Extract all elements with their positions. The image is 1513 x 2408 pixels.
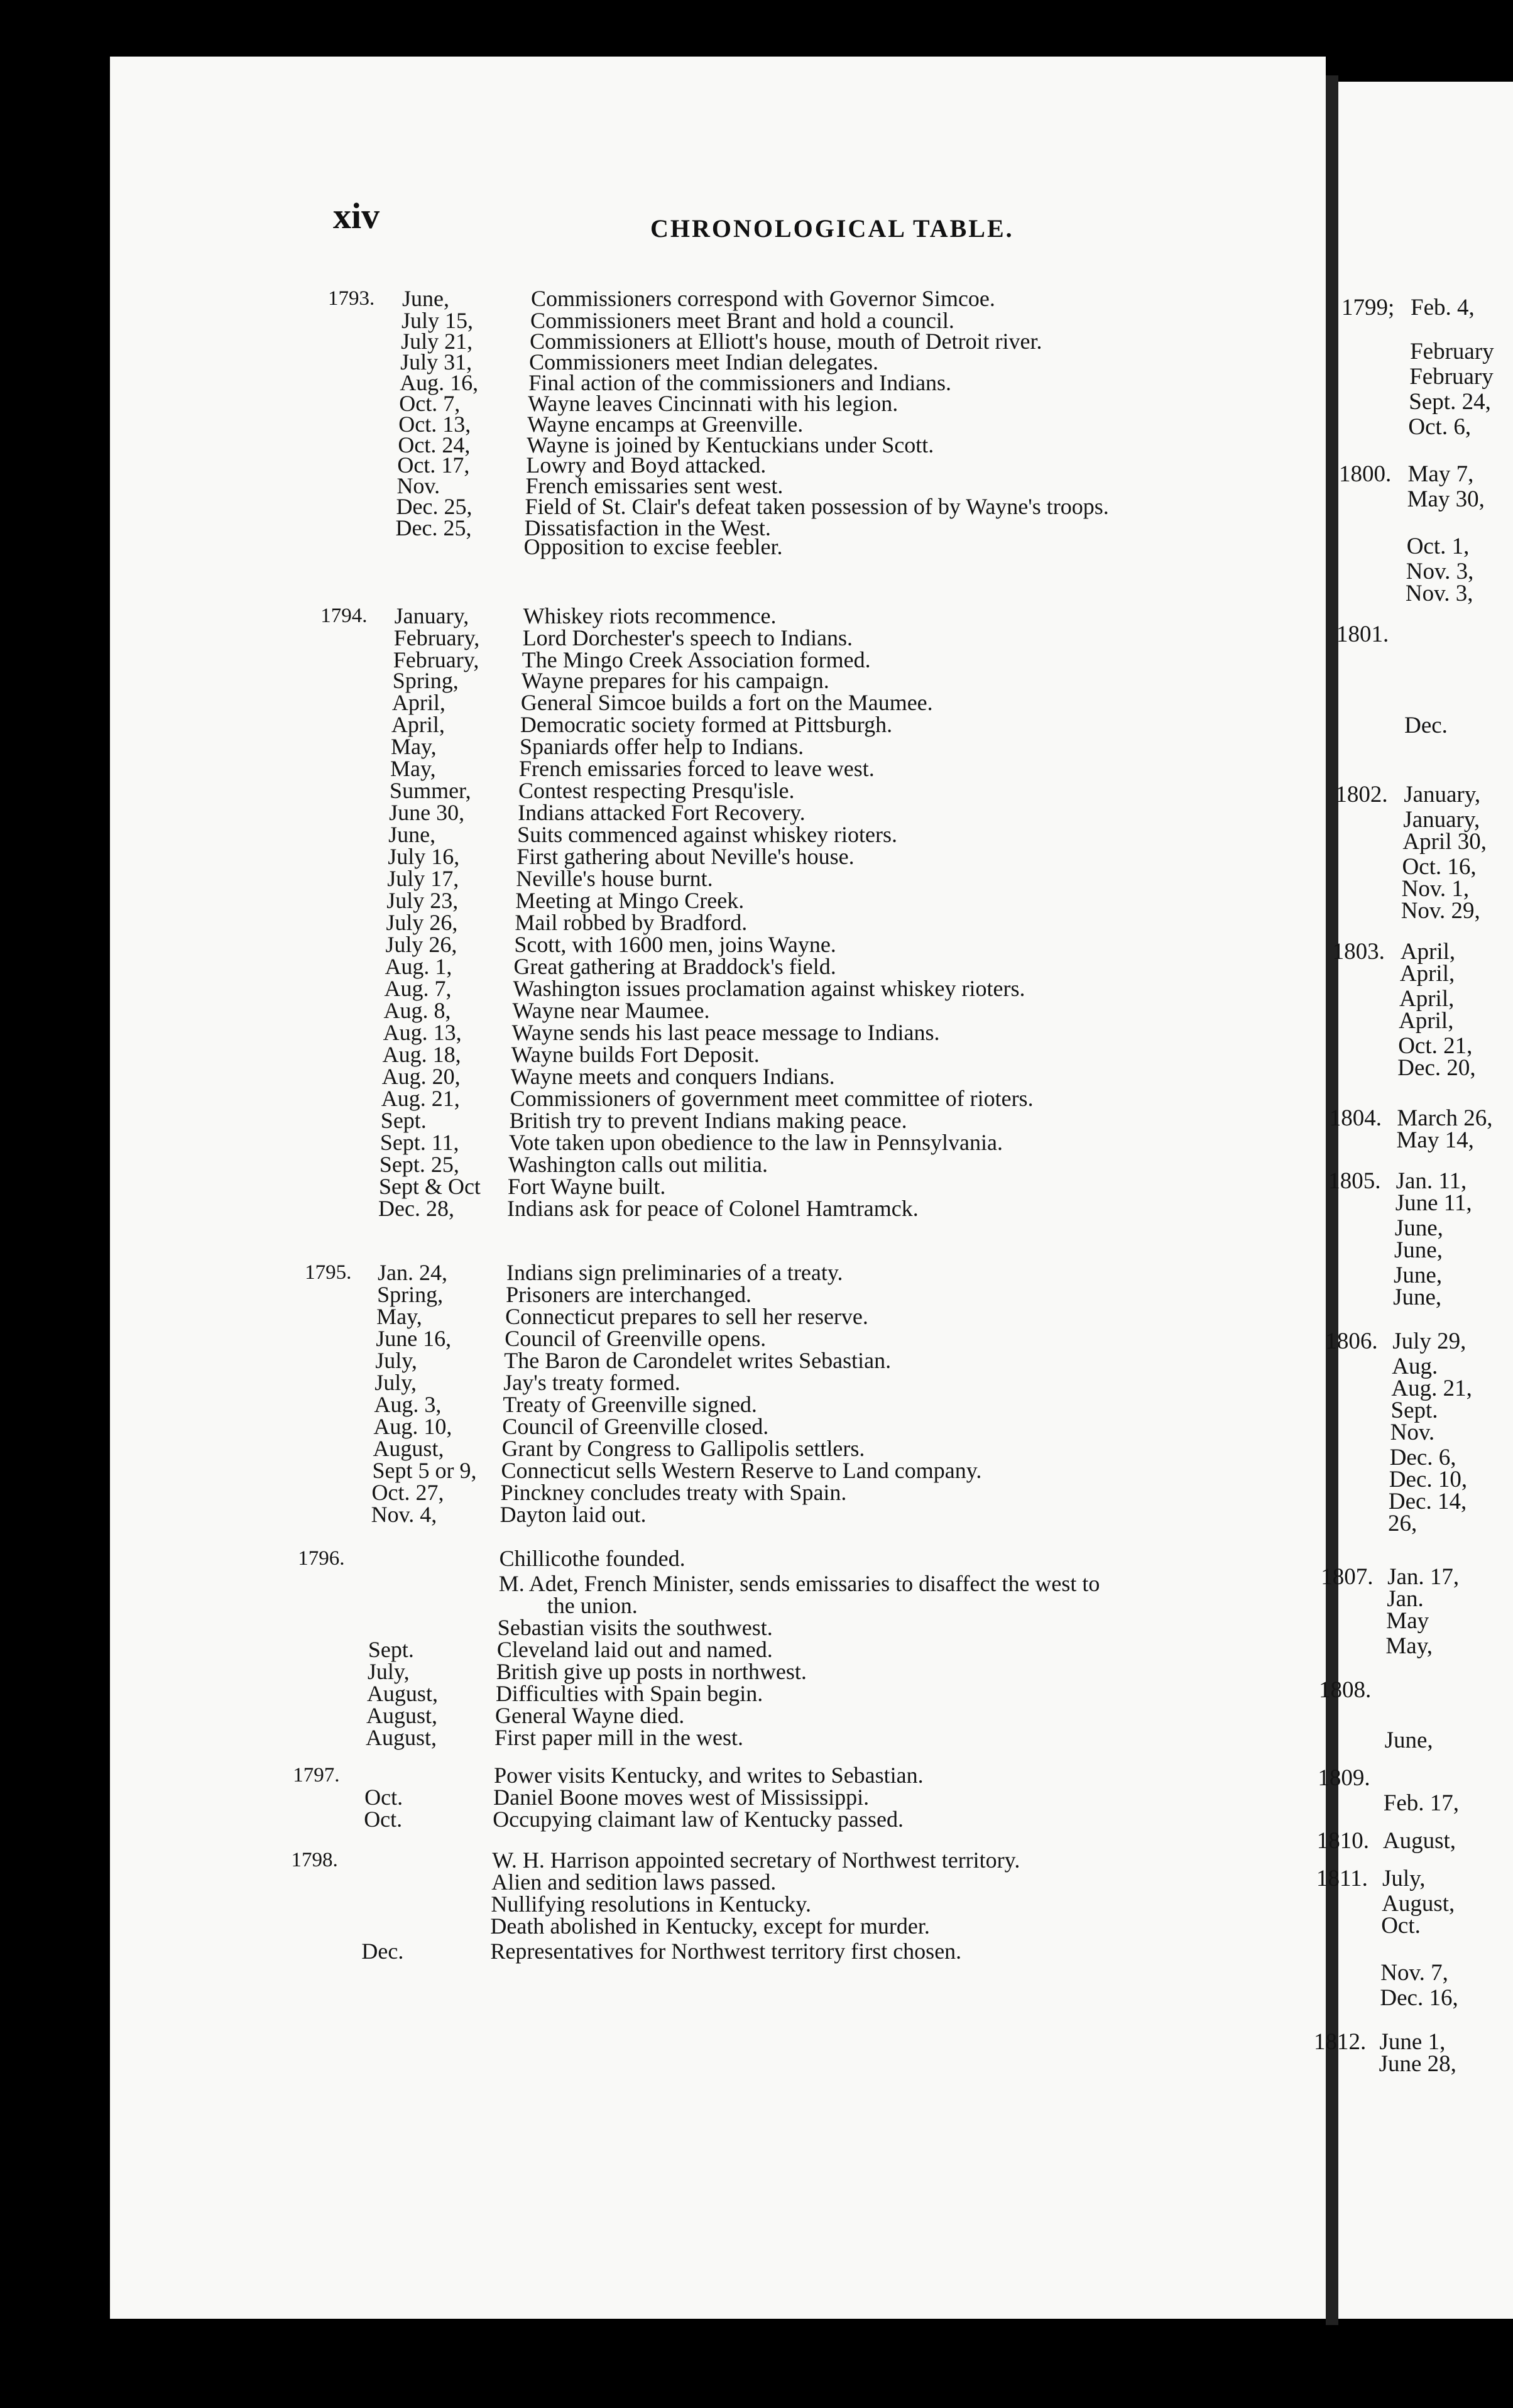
- event-text: Daniel Boone moves west of Mississippi.: [493, 1785, 870, 1810]
- date-label: June,: [1394, 1262, 1443, 1288]
- event-text: Occupying claimant law of Kentucky passed.: [493, 1807, 904, 1832]
- date-label: Dec. 14,: [1388, 1489, 1467, 1514]
- date-label: Dec. 6,: [1389, 1445, 1456, 1470]
- date-label: Sept & Oct: [378, 1174, 481, 1199]
- year-label: 1797.: [293, 1764, 340, 1787]
- event-text: Vote taken upon obedience to the law in Pennsylvania.: [508, 1130, 1003, 1155]
- date-label: February,: [393, 625, 480, 650]
- event-text: Nullifying resolutions in Kentucky.: [491, 1891, 811, 1917]
- event-text: Sebastian visits the southwest.: [497, 1615, 773, 1640]
- date-label: Feb. 17,: [1383, 1790, 1460, 1816]
- date-label: Aug. 1,: [385, 954, 452, 979]
- date-label: August,: [373, 1436, 444, 1461]
- date-label: Oct. 1,: [1406, 534, 1470, 559]
- date-label: Nov.: [1390, 1420, 1435, 1445]
- date-label: June,: [388, 822, 436, 847]
- year-label: 1808.: [1319, 1677, 1372, 1703]
- date-label: Nov. 7,: [1380, 1960, 1448, 1986]
- event-text: Death abolished in Kentucky, except for murder.: [490, 1913, 930, 1939]
- event-text: Representatives for Northwest territory first chosen.: [490, 1939, 962, 1964]
- date-label: Sept.: [368, 1637, 414, 1662]
- event-text: Grant by Congress to Gallipolis settlers.: [501, 1436, 865, 1461]
- date-label: May,: [1385, 1633, 1433, 1659]
- date-label: August,: [366, 1681, 438, 1706]
- date-label: Nov.: [396, 473, 440, 498]
- date-label: June,: [1394, 1237, 1443, 1263]
- event-text: Opposition to excise feebler.: [523, 534, 783, 559]
- date-label: Spring,: [392, 668, 459, 693]
- date-label: Jan. 11,: [1396, 1168, 1467, 1194]
- event-text: Dayton laid out.: [500, 1502, 647, 1527]
- date-label: Oct.: [364, 1785, 403, 1810]
- date-label: June 11,: [1395, 1190, 1472, 1216]
- date-label: June,: [1393, 1284, 1442, 1310]
- event-text: Difficulties with Spain begin.: [495, 1681, 763, 1706]
- date-label: Feb. 4,: [1411, 295, 1475, 320]
- date-label: June 30,: [389, 800, 465, 825]
- event-text: Power visits Kentucky, and writes to Sebastian.: [494, 1763, 924, 1788]
- date-label: July 26,: [385, 932, 457, 957]
- date-label: July,: [1382, 1866, 1426, 1891]
- date-label: May 30,: [1407, 486, 1485, 512]
- event-text: Democratic society formed at Pittsburgh.: [520, 712, 893, 737]
- date-label: Sept. 25,: [379, 1152, 459, 1177]
- event-text: First paper mill in the west.: [494, 1725, 743, 1750]
- date-label: Nov. 29,: [1401, 898, 1480, 924]
- date-label: Oct. 7,: [399, 391, 461, 416]
- event-text: Final action of the commissioners and Indians.: [528, 370, 952, 395]
- event-text: Wayne near Maumee.: [512, 998, 710, 1023]
- date-label: July 23,: [386, 888, 459, 913]
- event-text: Field of St. Clair's defeat taken possession of by Wayne's troops.: [525, 494, 1109, 519]
- date-label: Aug. 3,: [374, 1392, 442, 1417]
- event-text: the union.: [547, 1593, 638, 1618]
- date-label: Aug. 21,: [1391, 1376, 1472, 1401]
- event-text: The Baron de Carondelet writes Sebastian.: [504, 1348, 892, 1373]
- year-label: 1812.: [1314, 2029, 1367, 2055]
- date-label: July,: [367, 1659, 410, 1684]
- date-label: January,: [1403, 807, 1480, 833]
- event-text: Suits commenced against whiskey rioters.: [517, 822, 898, 847]
- date-label: Dec. 25,: [395, 515, 472, 540]
- year-label: 1801.: [1336, 621, 1389, 647]
- date-label: June 16,: [376, 1326, 452, 1351]
- event-text: Prisoners are interchanged.: [506, 1282, 751, 1307]
- year-label: 1804.: [1329, 1105, 1382, 1131]
- event-text: Connecticut prepares to sell her reserve.: [505, 1304, 868, 1329]
- date-label: July 26,: [386, 910, 458, 935]
- year-label: 1799;: [1341, 295, 1395, 320]
- year-label: 1803.: [1332, 939, 1385, 965]
- event-text: Wayne builds Fort Deposit.: [511, 1042, 760, 1067]
- year-label: 1794.: [320, 605, 368, 627]
- event-text: French emissaries forced to leave west.: [519, 756, 875, 781]
- year-label: 1810.: [1316, 1828, 1370, 1854]
- year-label: 1795.: [305, 1261, 352, 1284]
- event-text: Indians attacked Fort Recovery.: [518, 800, 806, 825]
- date-label: Jan. 24,: [378, 1260, 448, 1285]
- event-text: Treaty of Greenville signed.: [503, 1392, 757, 1417]
- date-label: February: [1410, 339, 1494, 364]
- date-label: Oct. 21,: [1398, 1033, 1473, 1059]
- event-text: Spaniards offer help to Indians.: [519, 734, 804, 759]
- date-label: May,: [376, 1304, 422, 1329]
- date-label: Oct.: [1381, 1913, 1421, 1939]
- date-label: Oct. 24,: [398, 432, 471, 457]
- date-label: Sept.: [1390, 1398, 1438, 1423]
- event-text: Commissioners of government meet committee of rioters.: [510, 1086, 1034, 1111]
- event-text: Chillicothe founded.: [499, 1546, 685, 1571]
- event-text: W. H. Harrison appointed secretary of Northwest territory.: [492, 1847, 1020, 1873]
- event-text: Wayne sends his last peace message to Indians.: [511, 1020, 940, 1045]
- event-text: Alien and sedition laws passed.: [491, 1869, 777, 1895]
- date-label: Dec. 28,: [378, 1196, 454, 1221]
- year-label: 1798.: [291, 1849, 338, 1871]
- event-text: Mail robbed by Bradford.: [515, 910, 748, 935]
- date-label: Dec.: [1404, 713, 1448, 738]
- date-label: Aug. 18,: [382, 1042, 461, 1067]
- event-text: Jay's treaty formed.: [503, 1370, 680, 1395]
- event-text: Meeting at Mingo Creek.: [515, 888, 745, 913]
- event-text: Lord Dorchester's speech to Indians.: [522, 625, 853, 650]
- date-label: Sept 5 or 9,: [372, 1458, 477, 1483]
- event-text: Scott, with 1600 men, joins Wayne.: [514, 932, 836, 957]
- event-text: Washington calls out militia.: [508, 1152, 768, 1177]
- event-text: Dissatisfaction in the West.: [524, 515, 771, 540]
- event-text: Indians sign preliminaries of a treaty.: [506, 1260, 843, 1285]
- date-label: Jan.: [1387, 1586, 1424, 1612]
- date-label: February,: [393, 647, 479, 672]
- event-text: General Wayne died.: [495, 1703, 685, 1728]
- date-label: July,: [374, 1370, 417, 1395]
- event-text: British try to prevent Indians making peace.: [509, 1108, 907, 1133]
- date-label: April,: [1400, 939, 1456, 965]
- date-label: July 21,: [401, 329, 473, 354]
- event-text: M. Adet, French Minister, sends emissaries to disaffect the west to: [498, 1571, 1100, 1596]
- date-label: August,: [366, 1703, 438, 1728]
- event-text: Indians ask for peace of Colonel Hamtramck.: [507, 1196, 919, 1221]
- date-label: May,: [390, 756, 436, 781]
- date-label: May 14,: [1396, 1127, 1474, 1153]
- date-label: Dec. 20,: [1397, 1055, 1476, 1081]
- event-text: Pinckney concludes treaty with Spain.: [500, 1480, 847, 1505]
- date-label: Jan. 17,: [1387, 1564, 1460, 1590]
- date-label: Aug. 21,: [381, 1086, 460, 1111]
- year-label: 1806.: [1325, 1328, 1378, 1354]
- date-label: Sept. 11,: [380, 1130, 459, 1155]
- date-label: Aug. 8,: [383, 998, 451, 1023]
- date-label: May: [1386, 1608, 1429, 1634]
- date-label: June,: [1394, 1215, 1443, 1241]
- event-text: British give up posts in northwest.: [496, 1659, 807, 1684]
- event-text: Great gathering at Braddock's field.: [513, 954, 836, 979]
- year-label: 1811.: [1316, 1866, 1368, 1891]
- event-text: Contest respecting Presqu'isle.: [518, 778, 795, 803]
- date-label: March 26,: [1397, 1105, 1493, 1131]
- date-label: Dec. 25,: [396, 494, 472, 519]
- date-label: Oct. 16,: [1402, 854, 1477, 880]
- event-text: Council of Greenville closed.: [502, 1414, 769, 1439]
- event-text: Connecticut sells Western Reserve to Land company.: [501, 1458, 982, 1483]
- event-text: Wayne encamps at Greenville.: [527, 412, 804, 437]
- year-label: 1802.: [1335, 782, 1388, 807]
- date-label: Summer,: [390, 778, 471, 803]
- event-text: Cleveland laid out and named.: [496, 1637, 773, 1662]
- page-number: xiv: [333, 195, 380, 236]
- date-label: Dec. 16,: [1380, 1985, 1458, 2011]
- date-label: August,: [1382, 1828, 1456, 1854]
- year-label: 1796.: [298, 1547, 345, 1570]
- date-label: July 29,: [1392, 1328, 1467, 1354]
- event-text: Council of Greenville opens.: [505, 1326, 767, 1351]
- date-label: Nov. 1,: [1401, 876, 1470, 902]
- date-label: June 28,: [1379, 2051, 1456, 2077]
- date-label: June 1,: [1379, 2029, 1446, 2055]
- date-label: January,: [394, 603, 469, 628]
- date-label: July 15,: [401, 308, 474, 333]
- date-label: Aug. 20,: [381, 1064, 461, 1089]
- date-label: Aug.: [1392, 1354, 1438, 1379]
- year-label: 1800.: [1339, 461, 1392, 487]
- event-text: General Simcoe builds a fort on the Maumee.: [520, 690, 933, 715]
- date-label: Nov. 3,: [1405, 581, 1473, 606]
- event-text: Fort Wayne built.: [507, 1174, 666, 1199]
- event-text: Wayne meets and conquers Indians.: [510, 1064, 835, 1089]
- event-text: Commissioners correspond with Governor Simcoe.: [531, 286, 995, 311]
- event-text: Wayne leaves Cincinnati with his legion.: [528, 391, 899, 416]
- event-text: Commissioners at Elliott's house, mouth of Detroit river.: [530, 329, 1042, 354]
- date-label: July 31,: [400, 349, 472, 375]
- date-label: July,: [375, 1348, 417, 1373]
- date-label: May,: [390, 734, 437, 759]
- date-label: Aug. 7,: [384, 976, 452, 1001]
- year-label: 1807.: [1321, 1564, 1374, 1590]
- event-text: Neville's house burnt.: [516, 866, 713, 891]
- date-label: January,: [1404, 782, 1481, 807]
- year-label: 1805.: [1328, 1168, 1381, 1194]
- date-label: Dec.: [361, 1939, 404, 1964]
- date-label: April 30,: [1402, 829, 1487, 855]
- date-label: Aug. 13,: [383, 1020, 462, 1045]
- page-title: CHRONOLOGICAL TABLE.: [650, 214, 1014, 243]
- event-text: Lowry and Boyd attacked.: [526, 452, 767, 478]
- date-label: Oct.: [364, 1807, 403, 1832]
- date-label: Oct. 17,: [397, 452, 470, 478]
- date-label: June,: [402, 286, 449, 311]
- date-label: Nov. 3,: [1406, 559, 1474, 584]
- year-label: 1793.: [328, 287, 375, 310]
- date-label: Oct. 6,: [1408, 414, 1472, 440]
- event-text: Commissioners meet Indian delegates.: [529, 349, 879, 375]
- date-label: Oct. 13,: [398, 412, 471, 437]
- date-label: Sept. 24,: [1409, 389, 1491, 415]
- event-text: Wayne prepares for his campaign.: [521, 668, 829, 693]
- date-label: April,: [1399, 1008, 1454, 1034]
- date-label: Oct. 27,: [371, 1480, 444, 1505]
- date-label: Sept.: [380, 1108, 427, 1133]
- date-label: July 17,: [387, 866, 459, 891]
- event-text: First gathering about Neville's house.: [516, 844, 855, 869]
- date-label: May 7,: [1407, 461, 1474, 487]
- date-label: Nov. 4,: [371, 1502, 437, 1527]
- event-text: Washington issues proclamation against whiskey rioters.: [513, 976, 1025, 1001]
- event-text: Whiskey riots recommence.: [523, 603, 777, 628]
- date-label: Aug. 10,: [373, 1414, 452, 1439]
- date-label: July 16,: [388, 844, 460, 869]
- date-label: Aug. 16,: [400, 370, 479, 395]
- date-label: April,: [1399, 961, 1455, 987]
- date-label: April,: [1399, 986, 1455, 1012]
- date-label: August,: [1382, 1891, 1455, 1917]
- date-label: June,: [1384, 1727, 1433, 1753]
- event-text: Wayne is joined by Kentuckians under Scott.: [527, 432, 934, 457]
- date-label: August,: [366, 1725, 437, 1750]
- date-label: 26,: [1388, 1511, 1417, 1536]
- year-label: 1809.: [1318, 1765, 1370, 1791]
- event-text: Commissioners meet Brant and hold a council.: [530, 308, 954, 333]
- date-label: April,: [391, 690, 445, 715]
- event-text: The Mingo Creek Association formed.: [522, 647, 871, 672]
- date-label: Dec. 10,: [1389, 1467, 1468, 1492]
- date-label: Spring,: [377, 1282, 444, 1307]
- date-label: April,: [391, 712, 445, 737]
- date-label: February: [1409, 364, 1494, 390]
- event-text: French emissaries sent west.: [525, 473, 784, 498]
